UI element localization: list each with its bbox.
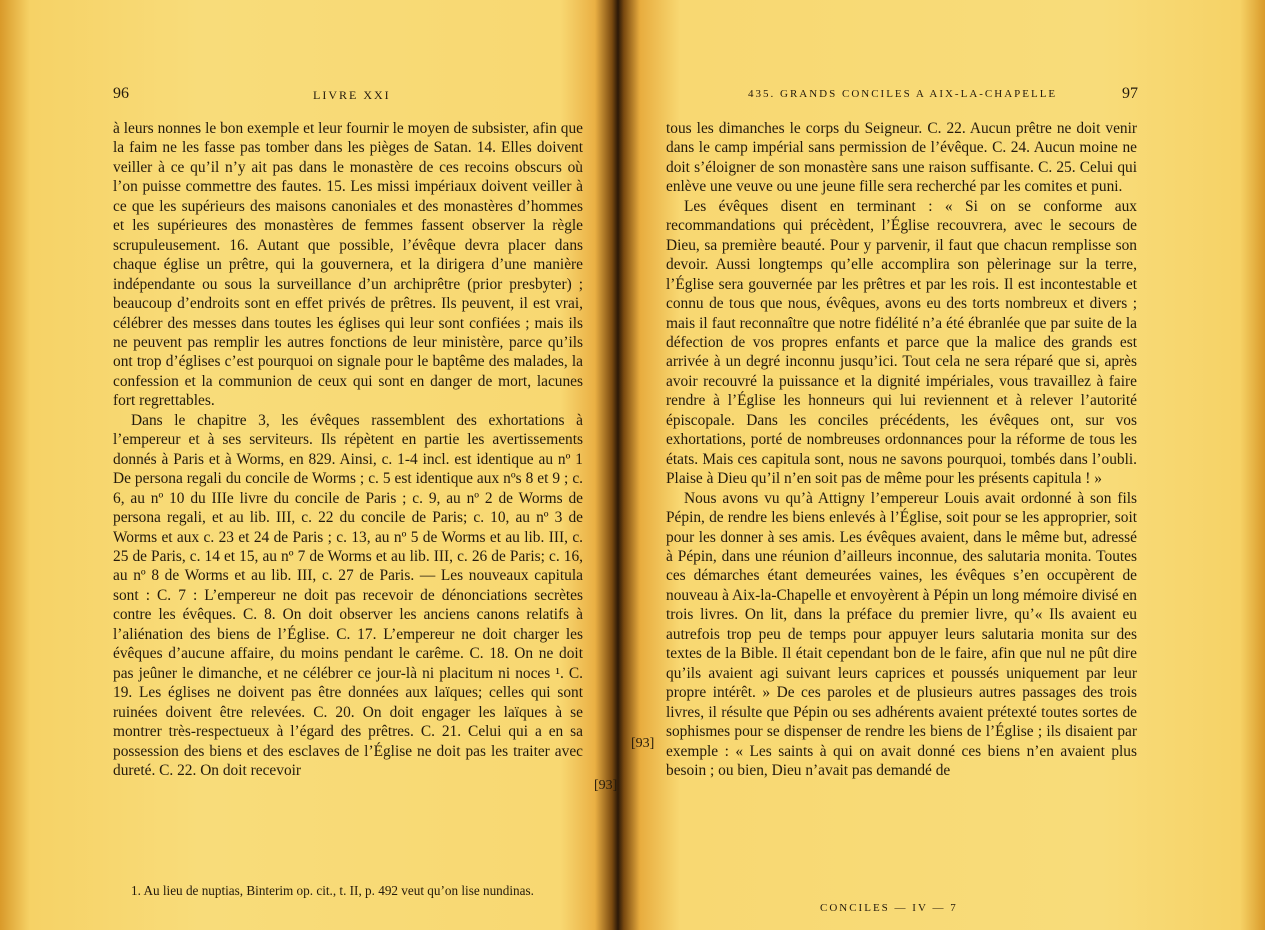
paragraph: tous les dimanches le corps du Seigneur. C. 22. Aucun prêtre ne doit venir dans le camp impérial sans permission de l’évêque. C. 24. Aucun moine ne doit s’éloigner de son monastère sans une raison suffisante. C. 25. Celui qui enlève une veuve ou une jeune fille sera recherché par les comites et puni. — [666, 120, 1137, 196]
left-page-body — [113, 119, 583, 780]
left-page — [0, 0, 612, 930]
paragraph: Dans le chapitre 3, les évêques rassemblent des exhortations à l’empereur et à ses serviteurs. Ils répètent en partie les avertissements donnés à Paris et à Worms, en 829. Ainsi, c. 1-4 incl. est identique au nº 1 De persona regali du concile de Worms ; c. 5 est identique aux nºs 8 et 9 ; c. 6, au nº 10 du IIIe livre du concile de Paris ; c. 9, au nº 2 de Worms de persona regali, et au lib. III, c. 22 du concile de Paris; c. 10, au nº 3 de Worms et aux c. 23 et 24 de Paris ; c. 13, au nº 5 de Worms et au lib. III, c. 25 de Paris, c. 14 et 15, au nº 7 de Worms et au lib. III, c. 26 de Paris; c. 16, au nº 8 de Worms et au lib. III, c. 27 de Paris. — Les nouveaux capitula sont : C. 7 : L’empereur ne doit pas recevoir de dénonciations secrètes contre les évêques. C. 8. On doit observer les anciens canons relatifs à l’aliénation des biens de l’Église. C. 17. L’empereur ne doit charger les évêques d’aucune affaire, du moins pendant le carême. C. 18. On ne doit pas jeûner le dimanche, et ne célébrer ce jour-là ni placitum ni noces ¹. C. 19. Les églises ne doivent pas être données aux laïques; celles qui sont ruinées doivent être relevées. C. 20. On doit engager les laïques à se montrer très-respectueux à l’égard des prêtres. C. 21. Celui qui a en sa possession des biens et des esclaves de l’Église ne doit pas les traiter avec dureté. C. 22. On doit recevoir — [113, 411, 583, 779]
page-number: 96 — [113, 85, 129, 102]
right-page-body — [666, 119, 1137, 780]
footnote: 1. Au lieu de nuptias, Binterim op. cit., t. II, p. 492 veut qu’on lise nundinas. — [131, 883, 534, 898]
signature-mark: CONCILES — IV — 7 — [820, 902, 958, 914]
margin-page-mark: [93] — [594, 778, 618, 793]
paragraph: Nous avons vu qu’à Attigny l’empereur Louis avait ordonné à son fils Pépin, de rendre les biens enlevés à l’Église, soit pour se les approprier, soit pour les donner à ses amis. Les évêques avaient, dans le même but, adressé à Pépin, dans une réunion d’ailleurs inconnue, des salutaria monita. Toutes ces démarches étant demeurées vaines, les évêques s’en occupèrent de nouveau à Aix-la-Chapelle et envoyèrent à Pépin un long mémoire divisé en trois livres. On lit, dans la préface du premier livre, qu’« Ils avaient eu autrefois trop peu de temps pour appuyer leurs salutaria monita sur des textes de la Bible. Il était cependant bon de le faire, afin que nul ne pût dire qu’ils avaient agi suivant leurs caprices et poussés uniquement par leur propre intérêt. » De ces paroles et de plusieurs autres passages des trois livres, il résulte que Pépin ou ses adhérents avaient prétexté toutes sortes de sophismes pour se dispenser de rendre les biens de l’Église ; ils disaient par exemple : « Les saints à qui on avait donné ces biens n’en avaient plus besoin ; ou bien, Dieu n’avait pas demandé de — [666, 489, 1137, 779]
paragraph: à leurs nonnes le bon exemple et leur fournir le moyen de subsister, afin que la faim ne les fasse pas tomber dans les pièges de Satan. 14. Elles doivent veiller à ce qu’il n’y ait pas dans le monastère de ces recoins obscurs où l’on puisse commettre des fautes. 15. Les missi impériaux doivent veiller à ce que les supérieurs des maisons canoniales et des monastères d’hommes et les supérieures des monastères de femmes fassent observer la règle scrupuleusement. 16. Autant que possible, l’évêque devra placer dans chaque église un prêtre, qui la gouvernera, et la dirigera d’une manière indépendante ou sous la surveillance d’un archiprêtre (prior presbyter) ; beaucoup d’endroits sont en effet privés de prêtres. Ils peuvent, il est vrai, célébrer des messes dans toutes les églises qui leur sont confiées ; mais ils ne peuvent pas remplir les autres fonctions de leur ministère, parce qu’ils ont trop d’églises c’est pourquoi on signale pour le baptême des malades, la confession et la communion de ceux qui sont en danger de mort, lacunes fort regrettables. — [113, 120, 583, 410]
page-number: 97 — [1122, 85, 1138, 102]
running-head: 435. GRANDS CONCILES A AIX-LA-CHAPELLE — [748, 88, 1058, 100]
margin-page-mark: [93] — [631, 736, 655, 751]
paragraph: Les évêques disent en terminant : « Si on se conforme aux recommandations qui précèdent, l’Église recouvrera, avec le secours de Dieu, sa première beauté. Pour y parvenir, il faut que chacun remplisse son devoir. Aussi longtemps qu’elle accomplira son pèlerinage sur la terre, l’Église sera gouvernée par les prêtres et par les rois. Il est incontestable et connu de tous que nous, évêques, avons eu des torts nombreux et divers ; mais il faut reconnaître que notre fidélité n’a été ébranlée que par suite de la défection de vos propres enfants et parce que la malice des grands est arrivée à un degré inconnu jusqu’ici. Tout cela ne sera réparé que si, après avoir recouvré la puissance et la dignité impériales, vous travaillez à faire rendre à l’Église les honneurs qui lui reviennent et à relever l’autorité épiscopale. Dans les conciles précédents, les évêques ont, sur vos exhortations, porté de nombreuses ordonnances pour la réforme de tous les états. Mais ces capitula sont, nous ne savons pourquoi, tombés dans l’oubli. Plaise à Dieu qu’il n’en soit pas de même pour les présents capitula ! » — [666, 197, 1137, 488]
right-page — [620, 0, 1265, 930]
left-page-header — [113, 86, 583, 108]
running-head: LIVRE XXI — [313, 88, 391, 102]
right-page-header — [668, 86, 1138, 108]
